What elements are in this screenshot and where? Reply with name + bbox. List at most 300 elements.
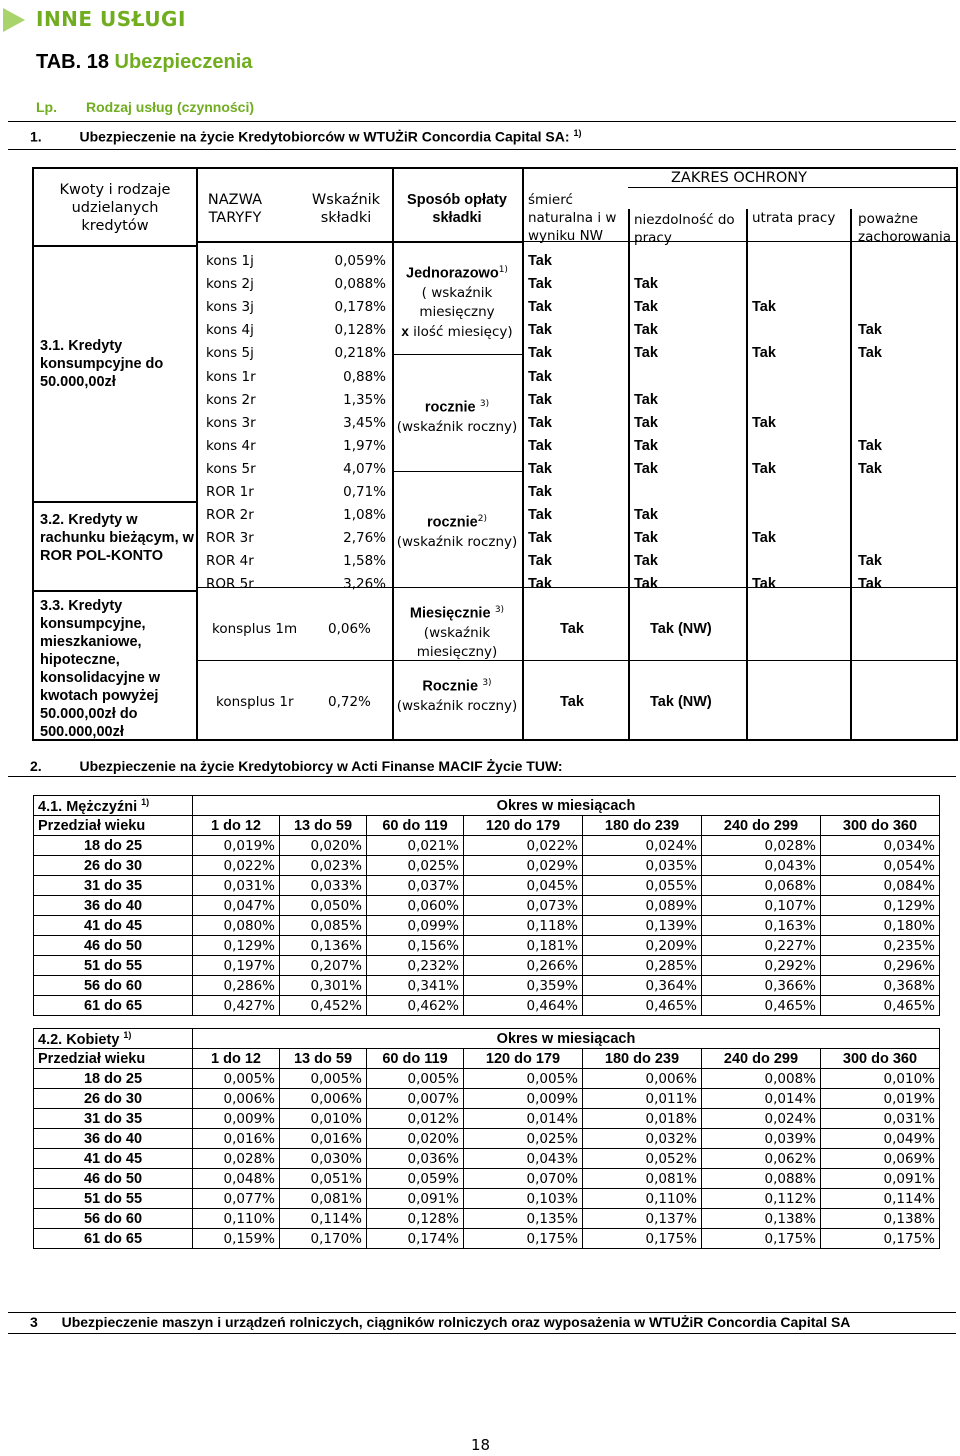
tariff-rate: 0,88%: [343, 369, 386, 385]
divider: [8, 149, 956, 150]
przedzial-header: Przedział wieku: [34, 816, 193, 836]
age-range: 61 do 65: [34, 1229, 193, 1249]
rate-value: 0,018%: [583, 1109, 702, 1129]
payment-rocznie-kons: rocznie $^{3)}$ (wskaźnik roczny): [396, 399, 518, 435]
age-range: 51 do 55: [34, 1189, 193, 1209]
rate-value: 0,020%: [280, 836, 367, 856]
page-number: 18: [471, 1436, 491, 1454]
age-range: 31 do 35: [34, 1109, 193, 1129]
rate-value: 0,023%: [280, 856, 367, 876]
konsplus-name: konsplus 1r: [216, 694, 294, 710]
rate-value: 0,103%: [464, 1189, 583, 1209]
divider: [8, 121, 956, 122]
rate-value: 0,174%: [367, 1229, 464, 1249]
tariff-name: ROR 3r: [206, 530, 254, 546]
payment-rocznie-ror: rocznie$^{2)}$ (wskaźnik roczny): [396, 514, 518, 550]
group-label-sup: 1): [141, 796, 150, 807]
section-marker-icon: [3, 8, 25, 32]
age-range: 18 do 25: [34, 836, 193, 856]
tariff-name: kons 5j: [206, 345, 254, 361]
coverage-powazne: Tak: [858, 345, 882, 361]
tariff-name: kons 4r: [206, 438, 256, 454]
rate-value: 0,022%: [193, 856, 280, 876]
konsplus-name: konsplus 1m: [212, 621, 298, 637]
rate-value: 0,301%: [280, 976, 367, 996]
rate-value: 0,024%: [702, 1109, 821, 1129]
period-header: 120 do 179: [464, 1049, 583, 1069]
rate-value: 0,007%: [367, 1089, 464, 1109]
rate-value: 0,114%: [821, 1189, 940, 1209]
konsplus-rate: 0,72%: [328, 694, 371, 710]
table-row: [34, 1149, 940, 1169]
rate-value: 0,010%: [821, 1069, 940, 1089]
table-row: [34, 1169, 940, 1189]
rate-value: 0,118%: [464, 916, 583, 936]
tariff-rate: 0,218%: [334, 345, 386, 361]
group-label-sup: 1): [123, 1029, 132, 1040]
header-row: [34, 816, 940, 836]
coverage-smierc: Tak: [528, 553, 552, 569]
period-header: 13 do 59: [280, 816, 367, 836]
age-range: 18 do 25: [34, 1069, 193, 1089]
rate-value: 0,048%: [193, 1169, 280, 1189]
section1-sup: 1): [573, 128, 582, 138]
rate-value: 0,112%: [702, 1189, 821, 1209]
period-header: 60 do 119: [367, 1049, 464, 1069]
rate-value: 0,107%: [702, 896, 821, 916]
rate-value: 0,081%: [280, 1189, 367, 1209]
rate-value: 0,005%: [280, 1069, 367, 1089]
rate-value: 0,016%: [280, 1129, 367, 1149]
rate-value: 0,366%: [702, 976, 821, 996]
age-range: 41 do 45: [34, 916, 193, 936]
period-header: 240 do 299: [702, 816, 821, 836]
rate-value: 0,114%: [280, 1209, 367, 1229]
tariff-name: ROR 2r: [206, 507, 254, 523]
okres-header: Okres w miesiącach: [193, 796, 940, 816]
rate-value: 0,464%: [464, 996, 583, 1016]
rate-value: 0,084%: [821, 876, 940, 896]
rate-value: 0,232%: [367, 956, 464, 976]
rate-value: 0,080%: [193, 916, 280, 936]
coverage-niezd: Tak: [634, 461, 658, 477]
table-row: [34, 1129, 940, 1149]
rate-value: 0,465%: [702, 996, 821, 1016]
rate-value: 0,081%: [583, 1169, 702, 1189]
section2-text: Ubezpieczenie na życie Kredytobiorcy w Acti Finanse MACIF Życie TUW:: [79, 758, 563, 774]
tariff-name: kons 2j: [206, 276, 254, 292]
tariff-rate: 0,059%: [334, 253, 386, 269]
table-row: [34, 1209, 940, 1229]
rate-value: 0,008%: [702, 1069, 821, 1089]
header-zakres: ZAKRES OCHRONY: [670, 170, 808, 186]
rate-value: 0,286%: [193, 976, 280, 996]
tab-name: Ubezpieczenia: [114, 51, 253, 73]
rate-value: 0,005%: [367, 1069, 464, 1089]
rate-value: 0,045%: [464, 876, 583, 896]
tariff-name: ROR 1r: [206, 484, 254, 500]
rate-value: 0,031%: [821, 1109, 940, 1129]
rate-value: 0,462%: [367, 996, 464, 1016]
rate-value: 0,024%: [583, 836, 702, 856]
macif-women-table: [33, 1028, 940, 1249]
header-niezdolnosc: niezdolność do pracy: [634, 212, 735, 246]
age-range: 26 do 30: [34, 856, 193, 876]
age-range: 61 do 65: [34, 996, 193, 1016]
rate-value: 0,054%: [821, 856, 940, 876]
rate-value: 0,035%: [583, 856, 702, 876]
coverage-utrata: Tak: [752, 299, 776, 315]
divider: [8, 1312, 956, 1313]
divider: [8, 1333, 956, 1334]
rate-value: 0,006%: [280, 1089, 367, 1109]
period-header: 300 do 360: [821, 1049, 940, 1069]
konsplus-niezd: Tak (NW): [650, 694, 712, 710]
konsplus-rate: 0,06%: [328, 621, 371, 637]
rate-value: 0,163%: [702, 916, 821, 936]
table-row: [34, 1109, 940, 1129]
table-row: [34, 1089, 940, 1109]
coverage-niezd: Tak: [634, 576, 658, 592]
table-row: [34, 976, 940, 996]
rate-value: 0,025%: [367, 856, 464, 876]
coverage-niezd: Tak: [634, 415, 658, 431]
konsplus-niezd: Tak (NW): [650, 621, 712, 637]
divider: [8, 776, 956, 777]
rate-value: 0,465%: [583, 996, 702, 1016]
column-type: Rodzaj usług (czynności): [86, 99, 255, 115]
rate-value: 0,022%: [464, 836, 583, 856]
tariff-name: kons 5r: [206, 461, 256, 477]
coverage-niezd: Tak: [634, 299, 658, 315]
rate-value: 0,073%: [464, 896, 583, 916]
group-3-1: 3.1. Kredyty konsumpcyjne do 50.000,00zł: [40, 338, 164, 390]
rate-value: 0,159%: [193, 1229, 280, 1249]
age-range: 41 do 45: [34, 1149, 193, 1169]
rate-value: 0,085%: [280, 916, 367, 936]
rate-value: 0,033%: [280, 876, 367, 896]
rate-value: 0,136%: [280, 936, 367, 956]
coverage-smierc: Tak: [528, 322, 552, 338]
section3-number: 3: [30, 1314, 38, 1330]
rate-value: 0,036%: [367, 1149, 464, 1169]
section1-number: 1.: [30, 128, 42, 145]
rate-value: 0,051%: [280, 1169, 367, 1189]
header-kwoty: Kwoty i rodzaje udzielanych kredytów: [59, 182, 171, 234]
period-header: 1 do 12: [193, 1049, 280, 1069]
rate-value: 0,170%: [280, 1229, 367, 1249]
tariff-rate: 2,76%: [343, 530, 386, 546]
rate-value: 0,020%: [367, 1129, 464, 1149]
age-range: 36 do 40: [34, 1129, 193, 1149]
rate-value: 0,043%: [702, 856, 821, 876]
rate-value: 0,032%: [583, 1129, 702, 1149]
coverage-smierc: Tak: [528, 530, 552, 546]
rate-value: 0,060%: [367, 896, 464, 916]
macif-men-table: [33, 795, 940, 1016]
coverage-smierc: Tak: [528, 415, 552, 431]
coverage-smierc: Tak: [528, 276, 552, 292]
tariff-rate: 0,128%: [334, 322, 386, 338]
rate-value: 0,019%: [193, 836, 280, 856]
rate-value: 0,452%: [280, 996, 367, 1016]
rate-value: 0,068%: [702, 876, 821, 896]
przedzial-header: Przedział wieku: [34, 1049, 193, 1069]
rate-value: 0,006%: [193, 1089, 280, 1109]
payment-jednorazowo: Jednorazowo$^{1)}$ ( wskaźnik miesięczny x ilość miesięcy): [401, 265, 513, 340]
rate-value: 0,180%: [821, 916, 940, 936]
age-range: 51 do 55: [34, 956, 193, 976]
table-row: [34, 996, 940, 1016]
rate-value: 0,025%: [464, 1129, 583, 1149]
header-sposob: Sposób opłaty składki: [407, 192, 507, 226]
konsplus-smierc: Tak: [560, 621, 584, 637]
age-range: 46 do 50: [34, 1169, 193, 1189]
rate-value: 0,069%: [821, 1149, 940, 1169]
rate-value: 0,227%: [702, 936, 821, 956]
coverage-smierc: Tak: [528, 392, 552, 408]
rate-value: 0,028%: [193, 1149, 280, 1169]
section2-number: 2.: [30, 758, 42, 774]
rate-value: 0,175%: [464, 1229, 583, 1249]
table-row: [34, 1189, 940, 1209]
rate-value: 0,110%: [193, 1209, 280, 1229]
rate-value: 0,359%: [464, 976, 583, 996]
concordia-tariff-table: [32, 167, 958, 741]
table-row: [34, 936, 940, 956]
period-header: 240 do 299: [702, 1049, 821, 1069]
period-header: 180 do 239: [583, 1049, 702, 1069]
coverage-smierc: Tak: [528, 345, 552, 361]
tariff-rate: 1,35%: [343, 392, 386, 408]
coverage-utrata: Tak: [752, 576, 776, 592]
tariff-name: ROR 5r: [206, 576, 254, 592]
rate-value: 0,368%: [821, 976, 940, 996]
rate-value: 0,292%: [702, 956, 821, 976]
rate-value: 0,129%: [193, 936, 280, 956]
rate-value: 0,011%: [583, 1089, 702, 1109]
group-label: [34, 796, 193, 816]
rate-value: 0,465%: [821, 996, 940, 1016]
coverage-niezd: Tak: [634, 553, 658, 569]
coverage-powazne: Tak: [858, 322, 882, 338]
rate-value: 0,019%: [821, 1089, 940, 1109]
okres-header: Okres w miesiącach: [193, 1029, 940, 1049]
rate-value: 0,091%: [367, 1189, 464, 1209]
age-range: 56 do 60: [34, 976, 193, 996]
rate-value: 0,016%: [193, 1129, 280, 1149]
header-utrata: utrata pracy: [752, 210, 836, 226]
table-row: [34, 956, 940, 976]
tariff-name: kons 1j: [206, 253, 254, 269]
rate-value: 0,209%: [583, 936, 702, 956]
rate-value: 0,077%: [193, 1189, 280, 1209]
rate-value: 0,030%: [280, 1149, 367, 1169]
payment-miesiecznie: Miesięcznie $^{3)}$ (wskaźnik miesięczny): [409, 605, 505, 660]
rate-value: 0,037%: [367, 876, 464, 896]
coverage-smierc: Tak: [528, 253, 552, 269]
rate-value: 0,014%: [464, 1109, 583, 1129]
coverage-niezd: Tak: [634, 507, 658, 523]
rate-value: 0,005%: [193, 1069, 280, 1089]
section3-text: Ubezpieczenie maszyn i urządzeń rolniczych, ciągników rolniczych oraz wyposażenia w WTUŻiR Concordia Capital SA: [61, 1314, 851, 1330]
rate-value: 0,012%: [367, 1109, 464, 1129]
coverage-utrata: Tak: [752, 345, 776, 361]
table-row: [34, 876, 940, 896]
rate-value: 0,009%: [464, 1089, 583, 1109]
rate-value: 0,014%: [702, 1089, 821, 1109]
rate-value: 0,197%: [193, 956, 280, 976]
table-row: [34, 1069, 940, 1089]
coverage-powazne: Tak: [858, 438, 882, 454]
tariff-name: kons 3r: [206, 415, 256, 431]
group-label-text: 4.2. Kobiety: [38, 1031, 120, 1048]
rate-value: 0,055%: [583, 876, 702, 896]
rate-value: 0,010%: [280, 1109, 367, 1129]
rate-value: 0,043%: [464, 1149, 583, 1169]
rate-value: 0,235%: [821, 936, 940, 956]
period-header: 1 do 12: [193, 816, 280, 836]
rate-value: 0,175%: [821, 1229, 940, 1249]
group-label-text: 4.1. Mężczyźni: [38, 798, 138, 815]
coverage-niezd: Tak: [634, 345, 658, 361]
tariff-name: ROR 4r: [206, 553, 254, 569]
rate-value: 0,128%: [367, 1209, 464, 1229]
rate-value: 0,207%: [280, 956, 367, 976]
coverage-powazne: Tak: [858, 461, 882, 477]
coverage-smierc: Tak: [528, 484, 552, 500]
rate-value: 0,070%: [464, 1169, 583, 1189]
rate-value: 0,285%: [583, 956, 702, 976]
tariff-rate: 4,07%: [343, 461, 386, 477]
section2-title: [30, 758, 563, 774]
rate-value: 0,139%: [583, 916, 702, 936]
section-title: INNE USŁUGI: [36, 7, 186, 31]
tariff-rate: 1,97%: [343, 438, 386, 454]
header-row: [34, 1049, 940, 1069]
period-header: 120 do 179: [464, 816, 583, 836]
coverage-niezd: Tak: [634, 276, 658, 292]
rate-value: 0,021%: [367, 836, 464, 856]
header-nazwa: NAZWA TARYFY: [207, 192, 263, 226]
tariff-rate: 0,088%: [334, 276, 386, 292]
rate-value: 0,135%: [464, 1209, 583, 1229]
header-row: [34, 796, 940, 816]
tariff-rate: 0,178%: [334, 299, 386, 315]
rate-value: 0,341%: [367, 976, 464, 996]
period-header: 60 do 119: [367, 816, 464, 836]
section1-text: Ubezpieczenie na życie Kredytobiorców w WTUŻiR Concordia Capital SA:: [79, 128, 570, 145]
coverage-powazne: Tak: [858, 553, 882, 569]
section3-title: [30, 1314, 850, 1330]
tariff-name: kons 3j: [206, 299, 254, 315]
group-3-2: 3.2. Kredyty w rachunku bieżącym, w ROR POL-KONTO: [40, 512, 194, 564]
tariff-rate: 1,08%: [343, 507, 386, 523]
coverage-utrata: Tak: [752, 461, 776, 477]
table-row: [34, 856, 940, 876]
coverage-powazne: Tak: [858, 576, 882, 592]
header-powazne: poważne zachorowania: [858, 211, 952, 245]
coverage-niezd: Tak: [634, 322, 658, 338]
age-range: 56 do 60: [34, 1209, 193, 1229]
tariff-rate: 3,45%: [343, 415, 386, 431]
rate-value: 0,138%: [821, 1209, 940, 1229]
rate-value: 0,266%: [464, 956, 583, 976]
tab-title: [36, 51, 252, 74]
rate-value: 0,029%: [464, 856, 583, 876]
rate-value: 0,059%: [367, 1169, 464, 1189]
rate-value: 0,006%: [583, 1069, 702, 1089]
coverage-utrata: Tak: [752, 415, 776, 431]
rate-value: 0,028%: [702, 836, 821, 856]
age-range: 36 do 40: [34, 896, 193, 916]
age-range: 26 do 30: [34, 1089, 193, 1109]
rate-value: 0,364%: [583, 976, 702, 996]
coverage-smierc: Tak: [528, 299, 552, 315]
rate-value: 0,110%: [583, 1189, 702, 1209]
rate-value: 0,138%: [702, 1209, 821, 1229]
rate-value: 0,039%: [702, 1129, 821, 1149]
rate-value: 0,062%: [702, 1149, 821, 1169]
coverage-smierc: Tak: [528, 438, 552, 454]
header-row: [34, 1029, 940, 1049]
rate-value: 0,005%: [464, 1069, 583, 1089]
group-3-3: 3.3. Kredyty konsumpcyjne, mieszkaniowe, hipoteczne, konsolidacyjne w kwotach powyżej 50.000,00zł do 500.000,00zł: [40, 598, 161, 740]
rate-value: 0,129%: [821, 896, 940, 916]
age-range: 31 do 35: [34, 876, 193, 896]
konsplus-smierc: Tak: [560, 694, 584, 710]
period-header: 300 do 360: [821, 816, 940, 836]
age-range: 46 do 50: [34, 936, 193, 956]
section1-title: [30, 128, 581, 145]
coverage-smierc: Tak: [528, 576, 552, 592]
tariff-rate: 0,71%: [343, 484, 386, 500]
rate-value: 0,050%: [280, 896, 367, 916]
rate-value: 0,052%: [583, 1149, 702, 1169]
header-wskaznik: Wskaźnik składki: [311, 192, 381, 226]
tariff-rate: 3,26%: [343, 576, 386, 592]
header-smierc: śmierć naturalna i w wyniku NW: [528, 192, 617, 244]
period-header: 13 do 59: [280, 1049, 367, 1069]
rate-value: 0,009%: [193, 1109, 280, 1129]
coverage-smierc: Tak: [528, 369, 552, 385]
table-row: [34, 916, 940, 936]
table-row: [34, 896, 940, 916]
rate-value: 0,181%: [464, 936, 583, 956]
tab-number: TAB. 18: [36, 51, 109, 73]
rate-value: 0,156%: [367, 936, 464, 956]
coverage-niezd: Tak: [634, 530, 658, 546]
column-lp: Lp.: [36, 99, 57, 115]
table-row: [34, 1229, 940, 1249]
period-header: 180 do 239: [583, 816, 702, 836]
rate-value: 0,031%: [193, 876, 280, 896]
coverage-smierc: Tak: [528, 507, 552, 523]
rate-value: 0,099%: [367, 916, 464, 936]
payment-rocznie-konsplus: Rocznie $^{3)}$ (wskaźnik roczny): [396, 678, 518, 714]
coverage-niezd: Tak: [634, 392, 658, 408]
rate-value: 0,175%: [583, 1229, 702, 1249]
coverage-smierc: Tak: [528, 461, 552, 477]
rate-value: 0,034%: [821, 836, 940, 856]
tariff-rate: 1,58%: [343, 553, 386, 569]
rate-value: 0,175%: [702, 1229, 821, 1249]
rate-value: 0,089%: [583, 896, 702, 916]
tariff-name: kons 1r: [206, 369, 256, 385]
rate-value: 0,091%: [821, 1169, 940, 1189]
coverage-utrata: Tak: [752, 530, 776, 546]
tariff-name: kons 4j: [206, 322, 254, 338]
